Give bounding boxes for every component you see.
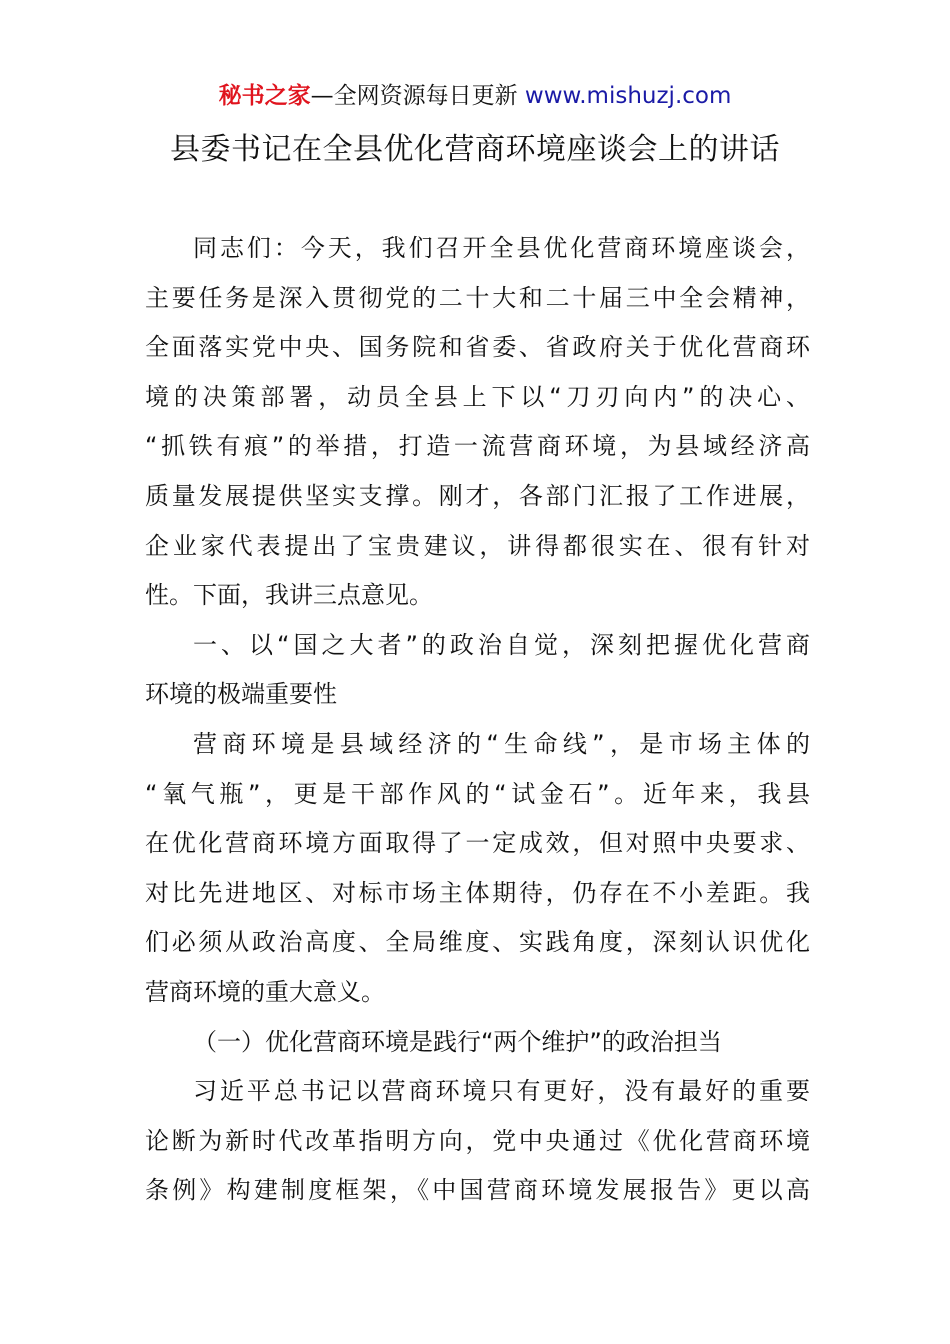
document-body xyxy=(145,226,810,1218)
paragraph-line: “抓铁有痕”的举措，打造一流营商环境，为县域经济高 xyxy=(145,432,810,461)
paragraph-line: 营商环境是县域经济的“生命线”，是市场主体的 xyxy=(193,729,810,758)
paragraph-line: 论断为新时代改革指明方向，党中央通过《优化营商环境 xyxy=(145,1126,810,1155)
site-header xyxy=(0,80,950,112)
paragraph-line: 主要任务是深入贯彻党的二十大和二十届三中全会精神， xyxy=(145,283,810,312)
paragraph-line: 在优化营商环境方面取得了一定成效，但对照中央要求、 xyxy=(145,829,810,858)
paragraph-line: 一、以“国之大者”的政治自觉，深刻把握优化营商 xyxy=(193,630,810,659)
paragraph-line: 习近平总书记以营商环境只有更好，没有最好的重要 xyxy=(193,1077,810,1106)
paragraph-line: 企业家代表提出了宝贵建议，讲得都很实在、很有针对 xyxy=(145,531,810,560)
paragraph-line: 条例》构建制度框架，《中国营商环境发展报告》更以高 xyxy=(145,1176,810,1205)
document-title: 县委书记在全县优化营商环境座谈会上的讲话 xyxy=(170,132,780,167)
paragraph-line: 质量发展提供坚实支撑。刚才，各部门汇报了工作进展， xyxy=(145,481,810,510)
paragraph-line: 境的决策部署，动员全县上下以“刀刃向内”的决心、 xyxy=(145,382,810,411)
paragraph-line: 对比先进地区、对标市场主体期待，仍存在不小差距。我 xyxy=(145,878,810,907)
paragraph-line: 性。下面，我讲三点意见。 xyxy=(145,581,433,610)
paragraph-line: （一）优化营商环境是践行“两个维护”的政治担当 xyxy=(193,1027,722,1056)
paragraph-line: 全面落实党中央、国务院和省委、省政府关于优化营商环 xyxy=(145,333,810,362)
paragraph-line: 环境的极端重要性 xyxy=(145,680,337,709)
header-tagline: —全网资源每日更新 xyxy=(310,83,525,109)
brand-name: 秘书之家 xyxy=(218,83,311,109)
paragraph-line: 营商环境的重大意义。 xyxy=(145,977,385,1006)
paragraph-line: 们必须从政治高度、全局维度、实践角度，深刻认识优化 xyxy=(145,928,810,957)
paragraph-line: 同志们：今天，我们召开全县优化营商环境座谈会， xyxy=(193,234,810,262)
paragraph-line: “氧气瓶”，更是干部作风的“试金石”。近年来，我县 xyxy=(145,779,810,808)
site-url-link[interactable]: www.mishuzj.com xyxy=(524,83,732,109)
